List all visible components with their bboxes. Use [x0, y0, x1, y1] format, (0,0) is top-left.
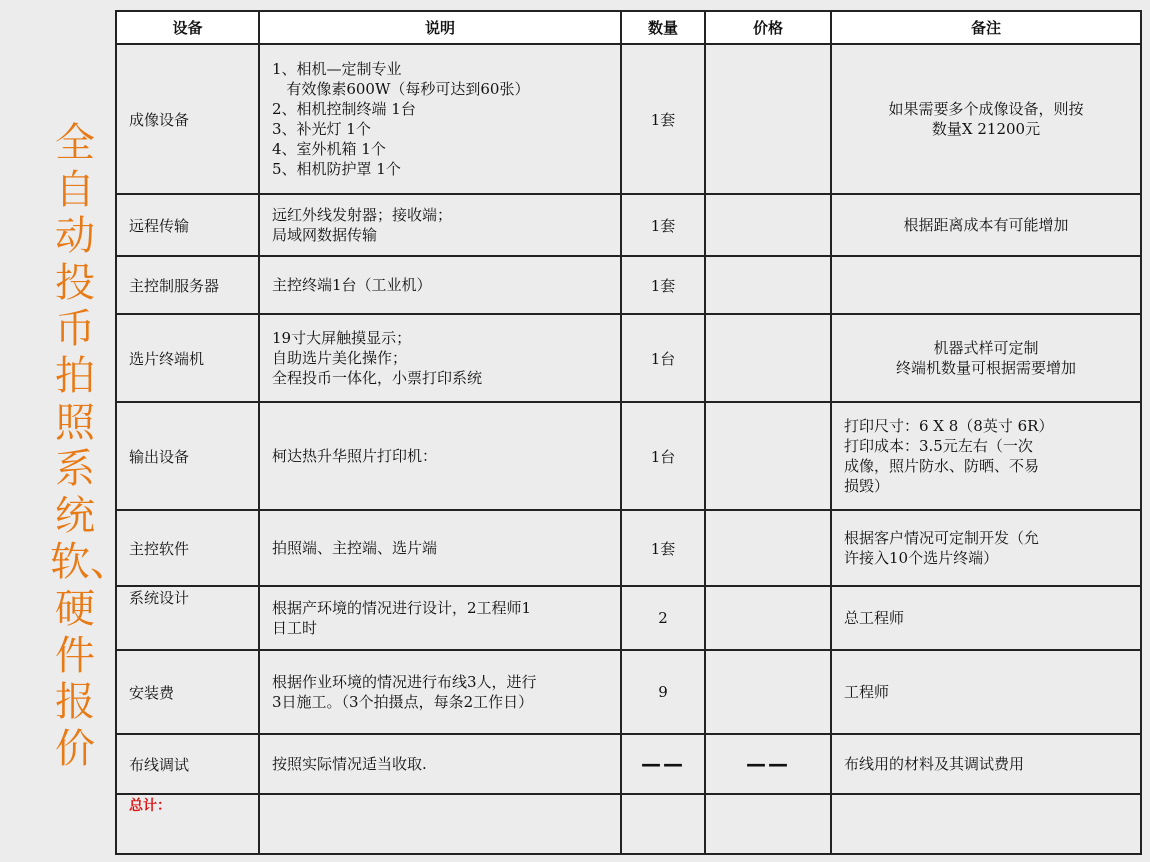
table-row: [116, 650, 1141, 734]
header-device: 设备: [116, 11, 259, 44]
total-price-cell: [705, 794, 831, 854]
qty-cell: 1套: [621, 44, 705, 194]
desc-cell: 按照实际情况适当收取.: [259, 734, 621, 794]
device-cell: 系统设计: [116, 586, 259, 650]
note-cell: [831, 256, 1141, 314]
note-cell: 根据距离成本有可能增加: [831, 194, 1141, 256]
price-cell: [705, 586, 831, 650]
price-cell: [705, 44, 831, 194]
device-cell: 主控软件: [116, 510, 259, 586]
price-cell: [705, 194, 831, 256]
total-qty-cell: [621, 794, 705, 854]
price-cell: [705, 314, 831, 402]
desc-cell: 根据产环境的情况进行设计，2工程师1 日工时: [259, 586, 621, 650]
device-cell: 主控制服务器: [116, 256, 259, 314]
price-cell: [705, 256, 831, 314]
total-label: 总计：: [116, 794, 259, 854]
note-cell: 总工程师: [831, 586, 1141, 650]
qty-cell: 9: [621, 650, 705, 734]
side-title: 全自动投币拍照系统软、硬件报价: [50, 120, 130, 772]
note-cell: 根据客户情况可定制开发（允 许接入10个选片终端）: [831, 510, 1141, 586]
header-price: 价格: [705, 11, 831, 44]
desc-cell: 1、相机—定制专业 有效像素600W（每秒可达到60张） 2、相机控制终端 1台 3、补光灯 1个 4、室外机箱 1个 5、相机防护罩 1个: [259, 44, 621, 194]
qty-cell: 2: [621, 586, 705, 650]
qty-cell: 1套: [621, 194, 705, 256]
table-row: [116, 314, 1141, 402]
qty-cell: 1套: [621, 510, 705, 586]
desc-cell: 主控终端1台（工业机）: [259, 256, 621, 314]
header-row: [116, 11, 1141, 44]
device-cell: 布线调试: [116, 734, 259, 794]
total-note-cell: [831, 794, 1141, 854]
total-row: [116, 794, 1141, 854]
table-row: [116, 586, 1141, 650]
desc-cell: 19寸大屏触摸显示； 自助选片美化操作； 全程投币一体化，小票打印系统: [259, 314, 621, 402]
table-row: [116, 402, 1141, 510]
header-qty: 数量: [621, 11, 705, 44]
header-note: 备注: [831, 11, 1141, 44]
device-cell: 远程传输: [116, 194, 259, 256]
price-cell: [705, 402, 831, 510]
qty-cell: 1套: [621, 256, 705, 314]
desc-cell: 远红外线发射器；接收端； 局域网数据传输: [259, 194, 621, 256]
total-desc-cell: [259, 794, 621, 854]
table-row: [116, 256, 1141, 314]
device-cell: 安装费: [116, 650, 259, 734]
note-cell: 机器式样可定制 终端机数量可根据需要增加: [831, 314, 1141, 402]
device-cell: 选片终端机: [116, 314, 259, 402]
table-row: [116, 194, 1141, 256]
desc-cell: 根据作业环境的情况进行布线3人，进行 3日施工。（3个拍摄点，每条2工作日）: [259, 650, 621, 734]
desc-cell: 柯达热升华照片打印机：: [259, 402, 621, 510]
header-desc: 说明: [259, 11, 621, 44]
note-cell: 工程师: [831, 650, 1141, 734]
table-row: [116, 44, 1141, 194]
device-cell: 输出设备: [116, 402, 259, 510]
table-row: [116, 734, 1141, 794]
qty-cell: 1台: [621, 314, 705, 402]
note-cell: 布线用的材料及其调试费用: [831, 734, 1141, 794]
price-cell: [705, 650, 831, 734]
table-row: [116, 510, 1141, 586]
price-cell: [705, 510, 831, 586]
note-cell: 如果需要多个成像设备，则按 数量X 21200元: [831, 44, 1141, 194]
device-cell: 成像设备: [116, 44, 259, 194]
price-cell: ——: [705, 734, 831, 794]
qty-cell: ——: [621, 734, 705, 794]
qty-cell: 1台: [621, 402, 705, 510]
quote-table: [115, 10, 1142, 855]
note-cell: 打印尺寸：6 X 8（8英寸 6R） 打印成本：3.5元左右（一次 成像，照片防水、防晒、不易 损毁）: [831, 402, 1141, 510]
desc-cell: 拍照端、主控端、选片端: [259, 510, 621, 586]
